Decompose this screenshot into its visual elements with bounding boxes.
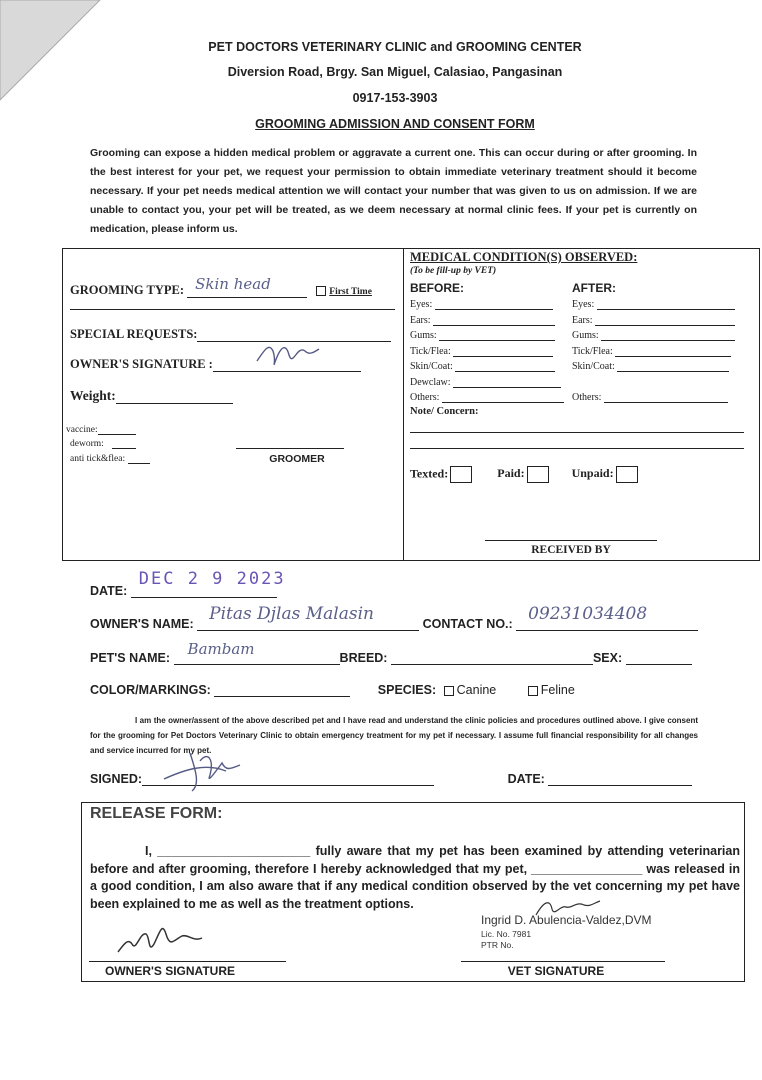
special-requests-row: [70, 327, 391, 342]
vet-signature-line[interactable]: [461, 961, 665, 962]
groomer-label: GROOMER: [269, 453, 325, 465]
species-label: SPECIES:: [377, 683, 437, 697]
paid-checkbox[interactable]: [527, 466, 549, 483]
vet-signature-label: VET SIGNATURE: [507, 964, 605, 978]
owner-release-signature-line[interactable]: [89, 961, 286, 962]
pet-name-field[interactable]: [174, 640, 340, 665]
breed-label: BREED:: [339, 651, 388, 665]
pet-name-label: PET'S NAME:: [90, 651, 171, 665]
owner-name-row: [90, 604, 698, 631]
unpaid-label: Unpaid:: [571, 466, 614, 481]
others-before-field[interactable]: [442, 392, 564, 403]
deworm-field[interactable]: [112, 438, 136, 449]
owner-signature-label-top: OWNER'S SIGNATURE :: [70, 357, 213, 371]
first-time-label: First Time: [329, 287, 372, 297]
skin-after-field[interactable]: [617, 361, 729, 372]
antitick-label: anti tick&flea:: [70, 454, 126, 464]
groomer-signature-line: [236, 448, 344, 449]
date-label: DATE:: [90, 584, 128, 598]
consent-date-label: DATE:: [507, 772, 545, 786]
paid-label: Paid:: [497, 466, 525, 481]
contact-value: 09231034408: [528, 604, 648, 624]
texted-label: Texted:: [410, 466, 449, 481]
ears-after-field[interactable]: [595, 315, 735, 326]
skin-before-field[interactable]: [455, 361, 555, 372]
sex-label: SEX:: [592, 651, 623, 665]
deworm-row: [70, 438, 136, 449]
signed-row: [90, 771, 692, 786]
pet-name-value: Bambam: [187, 640, 255, 658]
medical-title: MEDICAL CONDITION(S) OBSERVED:: [410, 250, 638, 264]
release-paragraph: I, ______________________ fully aware that my pet has been examined by attending veterinarian before and after grooming, therefore I hereby acknowledged that my pet, ________________ was released in a good condition, I am also aware that if any medical condition observed by the vet concerning my pet have been explained to me as well as the treatment options.: [90, 844, 740, 911]
tick-after-field[interactable]: [615, 346, 731, 357]
canine-checkbox[interactable]: [444, 686, 454, 696]
weight-field[interactable]: [116, 389, 233, 404]
date-field[interactable]: [131, 569, 286, 598]
date-stamp: DEC 2 9 2023: [138, 569, 286, 589]
eyes-before-field[interactable]: [435, 299, 553, 310]
color-row: [90, 682, 575, 697]
owner-name-value: Pitas Djlas Malasin: [209, 604, 374, 624]
form-title: GROOMING ADMISSION AND CONSENT FORM: [255, 117, 535, 131]
weight-row: [70, 388, 233, 404]
others-after-field[interactable]: [604, 392, 728, 403]
vaccine-label: vaccine:: [66, 425, 98, 435]
first-time-checkbox[interactable]: [316, 286, 326, 296]
special-requests-label: SPECIAL REQUESTS:: [70, 327, 198, 341]
owner-signature-scribble-consent: [156, 741, 266, 793]
grooming-extra-line: [70, 309, 395, 310]
med-before-row: Eyes: Ears: Gums: Tick/Flea: Skin/Coat: Dewclaw: Others:: [410, 299, 564, 408]
note-line-1[interactable]: [410, 432, 744, 433]
weight-label: Weight:: [70, 388, 116, 403]
after-label: AFTER:: [572, 281, 616, 295]
antitick-row: [70, 453, 150, 464]
breed-field[interactable]: [391, 650, 593, 665]
ears-before-field[interactable]: [433, 315, 555, 326]
note-line-2[interactable]: [410, 448, 744, 449]
contact-field[interactable]: [516, 604, 698, 631]
gums-after-field[interactable]: [601, 330, 735, 341]
medical-subtitle: (To be fill-up by VET): [410, 266, 497, 276]
owner-signature-row: [70, 357, 361, 372]
clinic-address: Diversion Road, Brgy. San Miguel, Calasiao, Pangasinan: [227, 65, 563, 79]
contact-label: CONTACT NO.:: [422, 617, 513, 631]
note-label: Note/ Concern:: [410, 406, 479, 417]
date-row: [90, 569, 286, 598]
med-after-row: Eyes: Ears: Gums: Tick/Flea: Skin/Coat: Others:: [572, 299, 735, 408]
feline-checkbox[interactable]: [528, 686, 538, 696]
intro-paragraph: Grooming can expose a hidden medical problem or aggravate a current one. This can occur during or after grooming. In the best interest for your pet, we request your permission to obtain immediate veterinary treatment should it become necessary. If your pet needs medical attention we will contact your number that was given to us on admission. If we are unable to contact you, your pet will be treated, as we deem necessary at normal clinic fees. If your pet is currently on medication, please inform us.: [90, 147, 697, 235]
sex-field[interactable]: [626, 650, 692, 665]
consent-date-field[interactable]: [548, 771, 692, 786]
feline-label: Feline: [540, 683, 575, 697]
owner-signature-scribble-release: [110, 914, 220, 964]
grooming-type-field[interactable]: [187, 275, 307, 298]
dewclaw-before-field[interactable]: [453, 377, 561, 388]
vaccine-row: [66, 424, 136, 435]
owner-name-label: OWNER'S NAME:: [90, 617, 194, 631]
owner-release-signature-label: OWNER'S SIGNATURE: [105, 964, 235, 978]
pet-name-row: [90, 640, 692, 665]
signed-field[interactable]: [142, 771, 434, 786]
canine-label: Canine: [456, 683, 497, 697]
consent-paragraph: I am the owner/assent of the above described pet and I have read and understand the clinic policies and procedures outlined above. I give consent for the grooming for Pet Doctors Veterinary Clinic to obtain emergency treatment for my pet if necessary. I assume full financial responsibility for all changes and service incurred for my pet.: [90, 716, 698, 755]
vet-name: Ingrid D. Abulencia-Valdez,DVM: [481, 913, 652, 927]
vet-lic: Lic. No. 7981: [481, 929, 532, 939]
vet-ptr: PTR No.: [481, 940, 514, 950]
vaccine-field[interactable]: [98, 424, 136, 435]
signed-label: SIGNED:: [90, 772, 143, 786]
payment-row: [410, 466, 638, 483]
received-by-label: RECEIVED BY: [531, 544, 611, 556]
owner-signature-field-top[interactable]: [213, 357, 361, 372]
color-field[interactable]: [214, 682, 350, 697]
color-label: COLOR/MARKINGS:: [90, 683, 211, 697]
eyes-after-field[interactable]: [597, 299, 735, 310]
grooming-type-value: Skin head: [195, 275, 271, 293]
antitick-field[interactable]: [128, 453, 150, 464]
unpaid-checkbox[interactable]: [616, 466, 638, 483]
release-title: RELEASE FORM:: [90, 805, 223, 822]
owner-name-field[interactable]: [197, 604, 419, 631]
box-divider: [403, 248, 404, 560]
grooming-type-label: GROOMING TYPE:: [70, 283, 185, 297]
tick-before-field[interactable]: [453, 346, 553, 357]
clinic-name: PET DOCTORS VETERINARY CLINIC and GROOMING CENTER: [208, 40, 582, 54]
deworm-label: deworm:: [70, 439, 104, 449]
clinic-phone: 0917-153-3903: [352, 91, 438, 105]
owner-signature-scribble-top: [247, 337, 327, 373]
received-by-line[interactable]: [485, 540, 657, 541]
grooming-type-row: [70, 275, 372, 298]
gums-before-field[interactable]: [439, 330, 555, 341]
texted-checkbox[interactable]: [450, 466, 472, 483]
before-label: BEFORE:: [410, 281, 464, 295]
